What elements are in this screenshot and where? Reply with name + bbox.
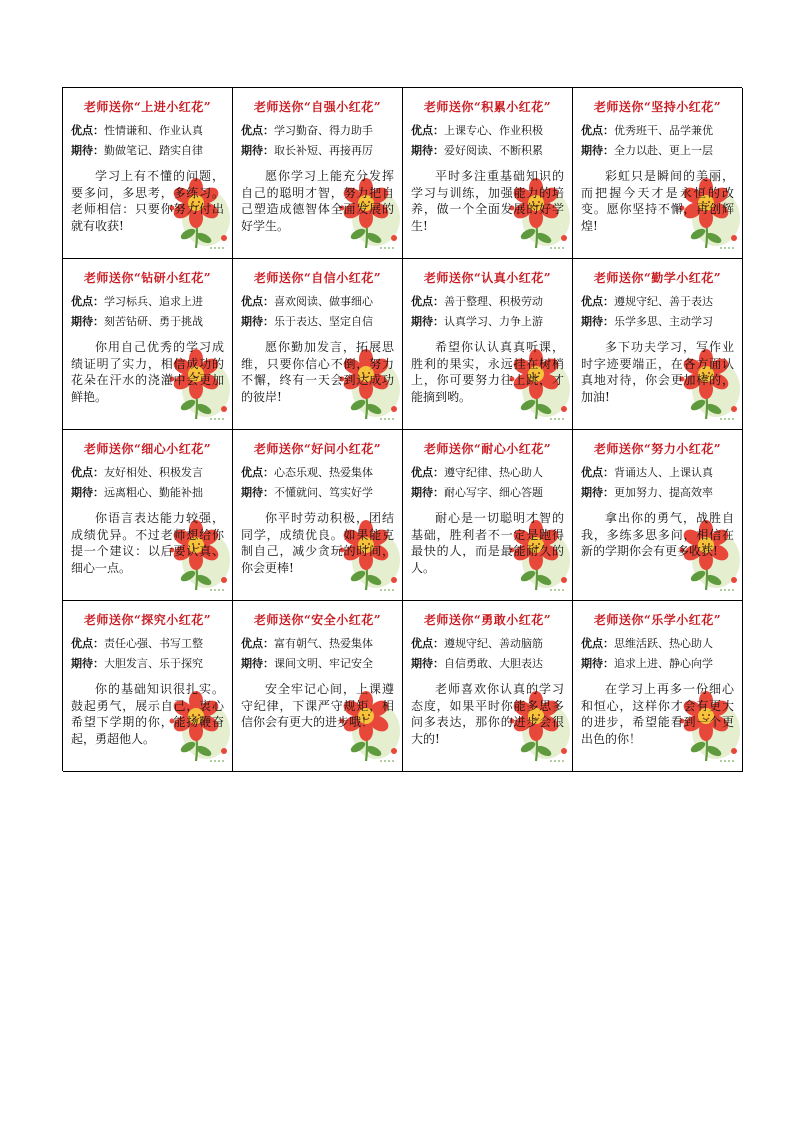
hope-row bbox=[71, 142, 228, 158]
award-card bbox=[63, 88, 233, 259]
merit-label: 优点： bbox=[411, 124, 444, 137]
hope-text: 课间文明、牢记安全 bbox=[274, 657, 373, 670]
hope-text: 取长补短、再接再厉 bbox=[274, 144, 373, 157]
hope-label: 期待： bbox=[71, 144, 104, 157]
hope-row bbox=[411, 313, 568, 329]
merit-text: 富有朝气、热爱集体 bbox=[274, 637, 373, 650]
hope-label: 期待： bbox=[411, 486, 444, 499]
merit-text: 学习勤奋、得力助手 bbox=[274, 124, 373, 137]
merit-text: 责任心强、书写工整 bbox=[104, 637, 203, 650]
card-title: 老师送你“细心小红花” bbox=[83, 442, 212, 456]
teacher-message: 彩虹只是瞬间的美丽，而把握今天才是永恒的改变。愿你坚持不懈，再创辉煌! bbox=[581, 169, 734, 233]
merit-row bbox=[581, 635, 738, 651]
merit-text: 遵规守纪、善动脑筋 bbox=[444, 637, 543, 650]
merit-text: 喜欢阅读、做事细心 bbox=[274, 295, 373, 308]
merit-text: 上课专心、作业积极 bbox=[444, 124, 543, 137]
merit-label: 优点： bbox=[241, 124, 274, 137]
award-card bbox=[573, 430, 743, 601]
hope-label: 期待： bbox=[411, 657, 444, 670]
merit-label: 优点： bbox=[71, 295, 104, 308]
hope-text: 更加努力、提高效率 bbox=[614, 486, 713, 499]
award-card bbox=[233, 259, 403, 430]
merit-label: 优点： bbox=[241, 637, 274, 650]
card-title: 老师送你“勇敢小红花” bbox=[423, 613, 552, 627]
award-card bbox=[233, 601, 403, 772]
merit-text: 善于整理、积极劳动 bbox=[444, 295, 543, 308]
card-title: 老师送你“坚持小红花” bbox=[593, 100, 722, 114]
hope-row bbox=[411, 655, 568, 671]
merit-label: 优点： bbox=[411, 637, 444, 650]
hope-label: 期待： bbox=[411, 144, 444, 157]
card-title: 老师送你“努力小红花” bbox=[593, 442, 722, 456]
award-card bbox=[63, 259, 233, 430]
hope-row bbox=[71, 313, 228, 329]
merit-label: 优点： bbox=[581, 124, 614, 137]
card-title: 老师送你“好问小红花” bbox=[253, 442, 382, 456]
teacher-message: 拿出你的勇气，战胜自我，多练多思多问，相信在新的学期你会有更多收获! bbox=[581, 511, 734, 558]
hope-row bbox=[411, 484, 568, 500]
hope-row bbox=[71, 655, 228, 671]
card-title: 老师送你“钻研小红花” bbox=[83, 271, 212, 285]
merit-label: 优点： bbox=[71, 124, 104, 137]
teacher-message: 希望你认认真真听课，胜利的果实，永远挂在树梢上，你可要努力往上跳，才能摘到哟。 bbox=[411, 340, 564, 404]
merit-label: 优点： bbox=[411, 295, 444, 308]
award-card bbox=[233, 430, 403, 601]
hope-text: 远离粗心、勤能补拙 bbox=[104, 486, 203, 499]
hope-row bbox=[241, 484, 398, 500]
card-title: 老师送你“耐心小红花” bbox=[423, 442, 552, 456]
card-title: 老师送你“探究小红花” bbox=[83, 613, 212, 627]
hope-label: 期待： bbox=[581, 657, 614, 670]
award-card bbox=[403, 88, 573, 259]
merit-text: 性情谦和、作业认真 bbox=[104, 124, 203, 137]
award-card bbox=[403, 601, 573, 772]
merit-row bbox=[71, 635, 228, 651]
hope-text: 认真学习、力争上游 bbox=[444, 315, 543, 328]
merit-text: 遵守纪律、热心助人 bbox=[444, 466, 543, 479]
merit-text: 思维活跃、热心助人 bbox=[614, 637, 713, 650]
merit-label: 优点： bbox=[241, 295, 274, 308]
hope-row bbox=[581, 655, 738, 671]
award-card-sheet bbox=[62, 87, 742, 771]
teacher-message: 多下功夫学习，写作业时字迹要端正，在各方面认真地对待，你会更加棒的，加油! bbox=[581, 340, 734, 404]
hope-text: 勤做笔记、踏实自律 bbox=[104, 144, 203, 157]
card-title: 老师送你“积累小红花” bbox=[423, 100, 552, 114]
card-title: 老师送你“安全小红花” bbox=[253, 613, 382, 627]
merit-label: 优点： bbox=[581, 295, 614, 308]
teacher-message: 老师喜欢你认真的学习态度，如果平时你能多思多问多表达，那你的进步会很大的! bbox=[411, 682, 564, 746]
merit-row bbox=[411, 293, 568, 309]
merit-row bbox=[581, 464, 738, 480]
merit-row bbox=[241, 122, 398, 138]
hope-text: 爱好阅读、不断积累 bbox=[444, 144, 543, 157]
merit-label: 优点： bbox=[241, 466, 274, 479]
hope-row bbox=[581, 484, 738, 500]
merit-text: 心态乐观、热爱集体 bbox=[274, 466, 373, 479]
merit-row bbox=[411, 635, 568, 651]
award-card bbox=[573, 259, 743, 430]
hope-text: 不懂就问、笃实好学 bbox=[274, 486, 373, 499]
hope-label: 期待： bbox=[71, 657, 104, 670]
award-card bbox=[573, 88, 743, 259]
merit-text: 优秀班干、品学兼优 bbox=[614, 124, 713, 137]
merit-row bbox=[241, 635, 398, 651]
teacher-message: 耐心是一切聪明才智的基础，胜利者不一定是跑得最快的人，而是最能耐久的人。 bbox=[411, 511, 564, 575]
teacher-message: 你语言表达能力较强，成绩优异。不过老师想给你提一个建议：以后要认真、细心一点。 bbox=[71, 511, 224, 575]
hope-label: 期待： bbox=[581, 315, 614, 328]
merit-text: 遵规守纪、善于表达 bbox=[614, 295, 713, 308]
hope-row bbox=[241, 313, 398, 329]
teacher-message: 愿你勤加发言，拓展思维，只要你信心不倒，努力不懈，终有一天会到达成功的彼岸! bbox=[241, 340, 394, 404]
merit-row bbox=[581, 122, 738, 138]
hope-row bbox=[581, 313, 738, 329]
merit-row bbox=[241, 293, 398, 309]
teacher-message: 安全牢记心间，上课遵守纪律，下课严守规矩，相信你会有更大的进步哦！ bbox=[241, 682, 394, 729]
award-card bbox=[403, 259, 573, 430]
merit-label: 优点： bbox=[581, 637, 614, 650]
hope-label: 期待： bbox=[411, 315, 444, 328]
hope-text: 刻苦钻研、勇于挑战 bbox=[104, 315, 203, 328]
hope-text: 乐于表达、坚定自信 bbox=[274, 315, 373, 328]
card-title: 老师送你“勤学小红花” bbox=[593, 271, 722, 285]
hope-label: 期待： bbox=[241, 144, 274, 157]
award-card bbox=[233, 88, 403, 259]
merit-row bbox=[241, 464, 398, 480]
award-card bbox=[403, 430, 573, 601]
hope-text: 自信勇敢、大胆表达 bbox=[444, 657, 543, 670]
hope-row bbox=[411, 142, 568, 158]
hope-label: 期待： bbox=[241, 486, 274, 499]
card-title: 老师送你“乐学小红花” bbox=[593, 613, 722, 627]
merit-text: 学习标兵、追求上进 bbox=[104, 295, 203, 308]
hope-label: 期待： bbox=[71, 315, 104, 328]
card-title: 老师送你“认真小红花” bbox=[423, 271, 552, 285]
merit-row bbox=[411, 122, 568, 138]
hope-text: 乐学多思、主动学习 bbox=[614, 315, 713, 328]
merit-text: 友好相处、积极发言 bbox=[104, 466, 203, 479]
hope-label: 期待： bbox=[581, 144, 614, 157]
hope-label: 期待： bbox=[241, 315, 274, 328]
hope-text: 大胆发言、乐于探究 bbox=[104, 657, 203, 670]
merit-row bbox=[581, 293, 738, 309]
hope-label: 期待： bbox=[241, 657, 274, 670]
hope-row bbox=[241, 655, 398, 671]
hope-row bbox=[241, 142, 398, 158]
award-card bbox=[63, 430, 233, 601]
teacher-message: 你用自己优秀的学习成绩证明了实力，相信成功的花朵在汗水的浇灌中会更加鲜艳。 bbox=[71, 340, 224, 404]
teacher-message: 在学习上再多一份细心和恒心，这样你才会有更大的进步，希望能看到一个更出色的你！ bbox=[581, 682, 734, 746]
hope-text: 追求上进、静心向学 bbox=[614, 657, 713, 670]
hope-label: 期待： bbox=[581, 486, 614, 499]
merit-label: 优点： bbox=[71, 637, 104, 650]
merit-label: 优点： bbox=[71, 466, 104, 479]
hope-row bbox=[71, 484, 228, 500]
merit-label: 优点： bbox=[411, 466, 444, 479]
award-card bbox=[63, 601, 233, 772]
merit-row bbox=[411, 464, 568, 480]
merit-row bbox=[71, 464, 228, 480]
hope-text: 耐心写字、细心答题 bbox=[444, 486, 543, 499]
teacher-message: 学习上有不懂的问题，要多问，多思考，多练习。老师相信：只要你努力付出就有收获! bbox=[71, 169, 224, 233]
teacher-message: 你的基础知识很扎实。鼓起勇气，展示自己，衷心希望下学期的你，能扬鞭奋起，勇超他人。 bbox=[71, 682, 224, 746]
merit-row bbox=[71, 122, 228, 138]
card-title: 老师送你“上进小红花” bbox=[83, 100, 212, 114]
card-title: 老师送你“自强小红花” bbox=[253, 100, 382, 114]
award-card bbox=[573, 601, 743, 772]
teacher-message: 愿你学习上能充分发挥自己的聪明才智，努力把自己塑造成德智体全面发展的好学生。 bbox=[241, 169, 394, 233]
teacher-message: 平时多注重基础知识的学习与训练，加强能力的培养，做一个全面发展的好学生! bbox=[411, 169, 564, 233]
merit-label: 优点： bbox=[581, 466, 614, 479]
teacher-message: 你平时劳动积极，团结同学，成绩优良。如果能克制自己，减少贪玩的时间，你会更棒! bbox=[241, 511, 394, 575]
merit-row bbox=[71, 293, 228, 309]
merit-text: 背诵达人、上课认真 bbox=[614, 466, 713, 479]
card-title: 老师送你“自信小红花” bbox=[253, 271, 382, 285]
hope-text: 全力以赴、更上一层 bbox=[614, 144, 713, 157]
hope-row bbox=[581, 142, 738, 158]
hope-label: 期待： bbox=[71, 486, 104, 499]
